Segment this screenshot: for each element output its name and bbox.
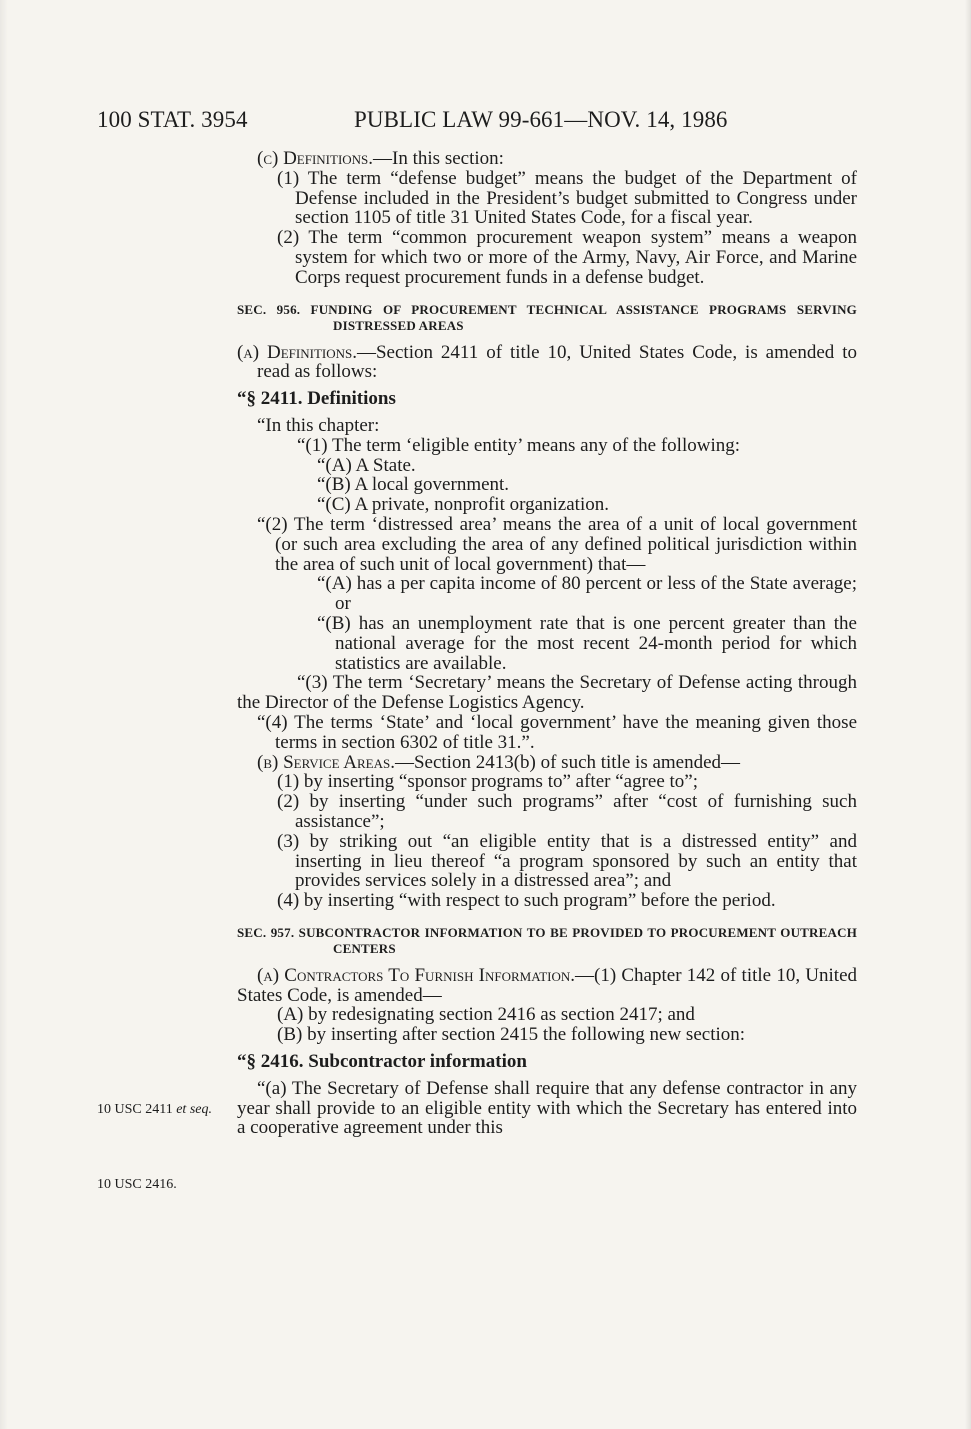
- a-contractors-text: —(1) Chapter 142 of title 10, United States Code, is amended—: [237, 964, 858, 1006]
- c-definitions-text: —In this section:: [373, 148, 504, 169]
- a-definitions-label: (a) Definitions.: [237, 341, 357, 363]
- definition-eligible-entity: “(1) The term ‘eligible entity’ means any of the following:: [297, 434, 741, 456]
- in-this-chapter: “In this chapter:: [257, 414, 380, 436]
- page-stat-number: 100 STAT. 3954: [97, 107, 248, 132]
- service-areas-1: (1) by inserting “sponsor programs to” after “agree to”;: [277, 771, 699, 793]
- page-edge-right: [965, 0, 971, 1429]
- definition-distressed-area: “(2) The term ‘distressed area’ means the area of a unit of local government (or such area excluding the area of any defined political jurisdiction within the area of such unit of local government) that—: [257, 513, 857, 575]
- margin-note-usc-2411: [97, 1102, 217, 1118]
- definition-secretary: “(3) The term ‘Secretary’ means the Secretary of Defense acting through the Director of the Defense Logistics Agency.: [237, 672, 857, 714]
- section-2411-heading: “§ 2411. Definitions: [237, 388, 396, 410]
- paragraph-a-definitions: [237, 343, 857, 383]
- a-contractors-label: (a) Contractors To Furnish Information.: [257, 964, 575, 986]
- margin-note-usc-2411-italic: et seq.: [176, 1102, 212, 1117]
- paragraph-c-definitions: [237, 149, 857, 169]
- main-text: [237, 149, 857, 1138]
- definition-defense-budget: (1) The term “defense budget” means the budget of the Department of Defense included in the President’s budget submitted to Congress under section 1105 of title 31 United States Code, for a fiscal year.: [277, 167, 857, 229]
- paragraph-b-service-areas: [237, 753, 857, 773]
- distressed-area-b: “(B) has an unemployment rate that is one percent greater than the national average for the most recent 24-month period for which statistics are available.: [317, 612, 857, 674]
- margin-note-usc-2411-main: 10 USC 2411: [97, 1102, 173, 1117]
- b-service-areas-text: —Section 2413(b) of such title is amended—: [394, 751, 741, 773]
- paragraph-a-contractors: [237, 966, 857, 1006]
- service-areas-4: (4) by inserting “with respect to such program” before the period.: [277, 890, 776, 912]
- eligible-entity-b: “(B) A local government.: [317, 474, 510, 496]
- definition-state-local-government: “(4) The terms ‘State’ and ‘local government’ have the meaning given those terms in section 6302 of title 31.”.: [257, 711, 857, 753]
- section-956-heading: SEC. 956. FUNDING OF PROCUREMENT TECHNICAL ASSISTANCE PROGRAMS SERVING DISTRESSED AREAS: [237, 301, 857, 333]
- margin-note-usc-2416: 10 USC 2416.: [97, 1177, 177, 1192]
- chapter-142-a: (A) by redesignating section 2416 as section 2417; and: [277, 1004, 695, 1026]
- c-definitions-label: (c) Definitions.: [257, 148, 374, 169]
- service-areas-2: (2) by inserting “under such programs” after “cost of furnishing such assistance”;: [277, 791, 857, 832]
- b-service-areas-label: (b) Service Areas.: [257, 751, 395, 773]
- section-957-heading: SEC. 957. SUBCONTRACTOR INFORMATION TO BE PROVIDED TO PROCUREMENT OUTREACH CENTERS: [237, 924, 857, 956]
- eligible-entity-a: “(A) A State.: [317, 454, 416, 476]
- a-definitions-text: —Section 2411 of title 10, United States Code, is amended to read as follows:: [257, 341, 857, 383]
- page-edge-shadow: [0, 0, 8, 1429]
- distressed-area-a: “(A) has a per capita income of 80 percent or less of the State average; or: [317, 573, 857, 615]
- chapter-142-b: (B) by inserting after section 2415 the following new section:: [277, 1024, 746, 1046]
- definition-common-procurement-weapon-system: (2) The term “common procurement weapon system” means a weapon system for which two or more of the Army, Navy, Air Force, and Marine Corps request procurement funds in a defense budget.: [277, 227, 857, 288]
- page-law-title: PUBLIC LAW 99-661—NOV. 14, 1986: [354, 107, 728, 132]
- section-2416-heading: “§ 2416. Subcontractor information: [237, 1051, 527, 1073]
- section-2416-a: “(a) The Secretary of Defense shall require that any defense contractor in any year shall provide to an eligible entity with which the Secretary has entered into a cooperative agreement under this: [237, 1077, 857, 1139]
- eligible-entity-c: “(C) A private, nonprofit organization.: [317, 494, 609, 516]
- service-areas-3: (3) by striking out “an eligible entity that is a distressed entity” and inserting in lieu thereof “a program sponsored by such an entity that provides services solely in a distressed area”; and: [277, 830, 857, 892]
